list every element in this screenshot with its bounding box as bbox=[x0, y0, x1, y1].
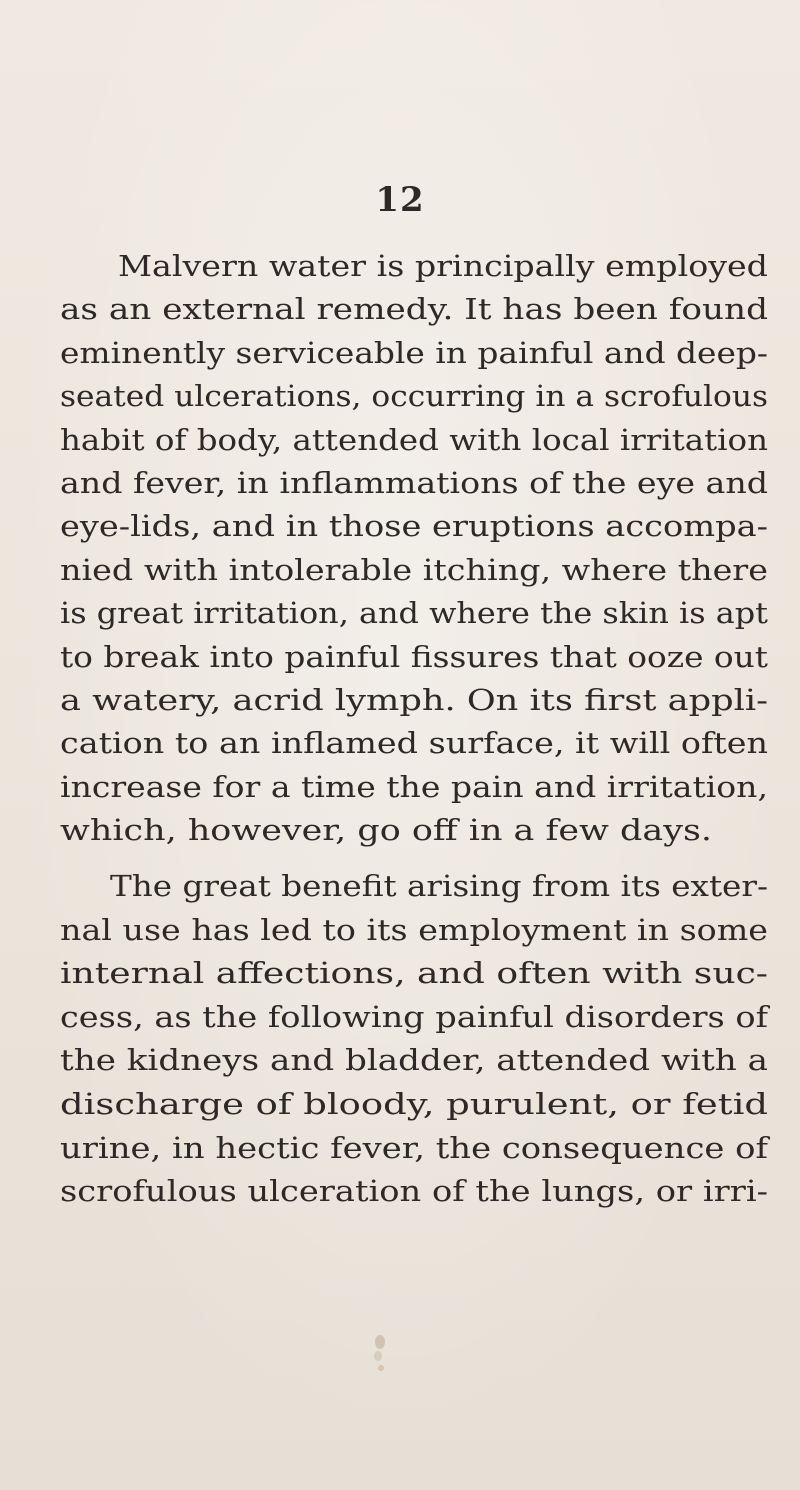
line-text: to break into painful fissures that ooze out bbox=[60, 639, 768, 674]
line-text: and fever, in inflammations of the eye and bbox=[60, 466, 769, 500]
line-text: nied with intolerable itching, where there bbox=[60, 552, 769, 587]
line-text: discharge of bloody, purulent, or fetid bbox=[60, 1087, 769, 1121]
line-text: seated ulcerations, occurring in a scrofulous bbox=[60, 379, 769, 414]
ink-smudge-mark bbox=[370, 1330, 390, 1376]
line-text: eminently serviceable in painful and deep- bbox=[60, 335, 769, 370]
line-text: is great irritation, and where the skin is apt bbox=[60, 596, 768, 631]
line-text: The great benefit arising from its exter- bbox=[110, 869, 768, 903]
line-text: Malvern water is principally employed bbox=[118, 249, 768, 283]
line-text: scrofulous ulceration of the lungs, or irri- bbox=[60, 1174, 769, 1209]
line-text: eye-lids, and in those eruptions accompa- bbox=[60, 509, 769, 544]
text-line bbox=[0, 804, 800, 856]
line-text: the kidneys and bladder, attended with a bbox=[60, 1043, 768, 1078]
line-text: increase for a time the pain and irritation, bbox=[60, 769, 768, 804]
line-text: habit of body, attended with local irritation bbox=[60, 422, 769, 457]
text-line bbox=[0, 1165, 800, 1217]
line-text: cess, as the following painful disorders of bbox=[60, 999, 769, 1034]
line-text: internal affections, and often with suc- bbox=[60, 956, 768, 991]
line-text: a watery, acrid lymph. On its first appli- bbox=[60, 683, 769, 717]
line-text: urine, in hectic fever, the consequence of bbox=[60, 1130, 769, 1165]
line-text: nal use has led to its employment in some bbox=[60, 912, 769, 947]
line-text: as an external remedy. It has been found bbox=[60, 292, 769, 327]
page-number: 12 bbox=[375, 180, 425, 220]
line-text: cation to an inflamed surface, it will often bbox=[60, 726, 769, 761]
line-text: which, however, go off in a few days. bbox=[60, 813, 712, 848]
